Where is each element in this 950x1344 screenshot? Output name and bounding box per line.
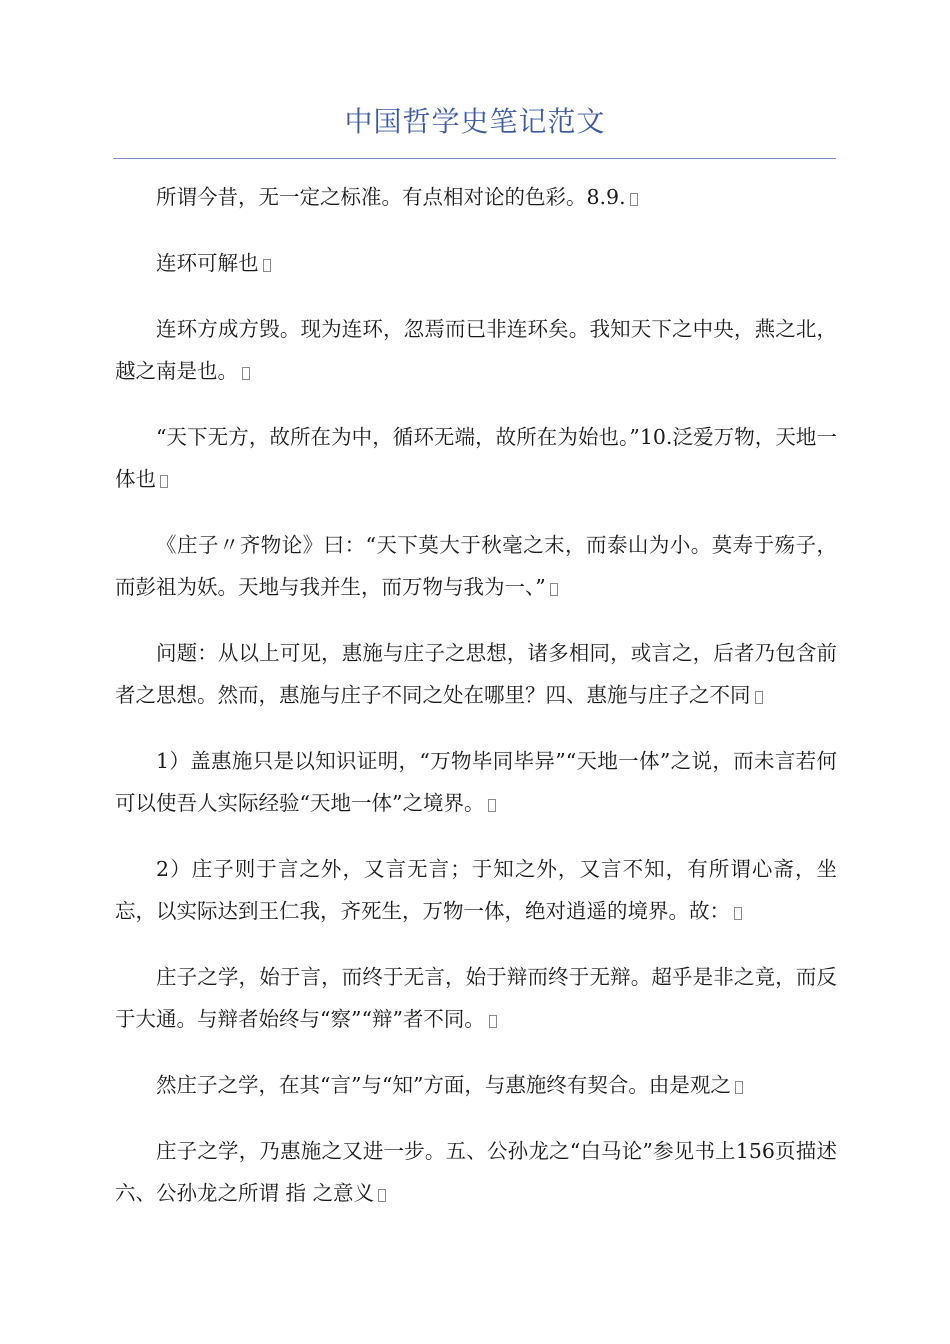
paragraph-text: 庄子之学，始于言，而终于无言，始于辩而终于无辩。超乎是非之竟，而反于大通。与辩者始终与“察”“辩”者不同。 xyxy=(115,965,837,1031)
paragraph-text: 1）盖惠施只是以知识证明，“万物毕同毕异”“天地一体”之说，而未言若何可以使吾人实际经验“天地一体”之境界。 xyxy=(115,749,837,815)
title-divider xyxy=(113,158,836,159)
paragraph xyxy=(115,416,837,500)
paragraph xyxy=(115,956,837,1040)
paragraph-mark-icon xyxy=(489,1015,497,1028)
paragraph xyxy=(115,524,837,608)
paragraph xyxy=(115,632,837,716)
paragraph-text: 然庄子之学，在其“言”与“知”方面，与惠施终有契合。由是观之 xyxy=(156,1073,731,1097)
paragraph xyxy=(115,242,837,284)
paragraph-mark-icon xyxy=(488,799,496,812)
paragraph xyxy=(115,176,837,218)
paragraph-text: 问题：从以上可见，惠施与庄子之思想，诸多相同，或言之，后者乃包含前者之思想。然而，惠施与庄子不同之处在哪里？四、惠施与庄子之不同 xyxy=(115,641,837,707)
paragraph-text: 《庄子〃齐物论》曰：“天下莫大于秋毫之末，而泰山为小。莫寿于殇子，而彭祖为妖。天地与我并生，而万物与我为一、” xyxy=(115,533,837,599)
paragraph-mark-icon xyxy=(735,1081,743,1094)
paragraph-mark-icon xyxy=(160,475,168,488)
paragraph-mark-icon xyxy=(550,583,558,596)
paragraph-text: 连环可解也 xyxy=(156,251,259,275)
paragraph-mark-icon xyxy=(630,193,638,206)
paragraph-mark-icon xyxy=(242,367,250,380)
paragraph-text: 连环方成方毁。现为连环，忽焉而已非连环矣。我知天下之中央，燕之北，越之南是也。 xyxy=(115,317,837,383)
paragraph-text: “天下无方，故所在为中，循环无端，故所在为始也。”10.泛爱万物，天地一体也 xyxy=(115,425,837,491)
paragraph-mark-icon xyxy=(755,691,763,704)
paragraph-text: 所谓今昔，无一定之标准。有点相对论的色彩。8.9. xyxy=(156,185,626,209)
paragraph-text: 庄子之学，乃惠施之又进一步。五、公孙龙之“白马论”参见书上156页描述六、公孙龙之所谓 指 之意义 xyxy=(115,1139,837,1205)
paragraph-mark-icon xyxy=(734,907,742,920)
paragraph xyxy=(115,1064,837,1106)
paragraph xyxy=(115,848,837,932)
paragraph xyxy=(115,308,837,392)
paragraph xyxy=(115,1130,837,1214)
paragraph-mark-icon xyxy=(263,259,271,272)
document-title: 中国哲学史笔记范文 xyxy=(344,105,606,138)
paragraph xyxy=(115,740,837,824)
paragraph-text: 2）庄子则于言之外，又言无言；于知之外，又言不知，有所谓心斋，坐忘，以实际达到王仁我，齐死生，万物一体，绝对逍遥的境界。故： xyxy=(115,857,837,923)
document-body xyxy=(115,176,837,1238)
paragraph-mark-icon xyxy=(378,1189,386,1202)
